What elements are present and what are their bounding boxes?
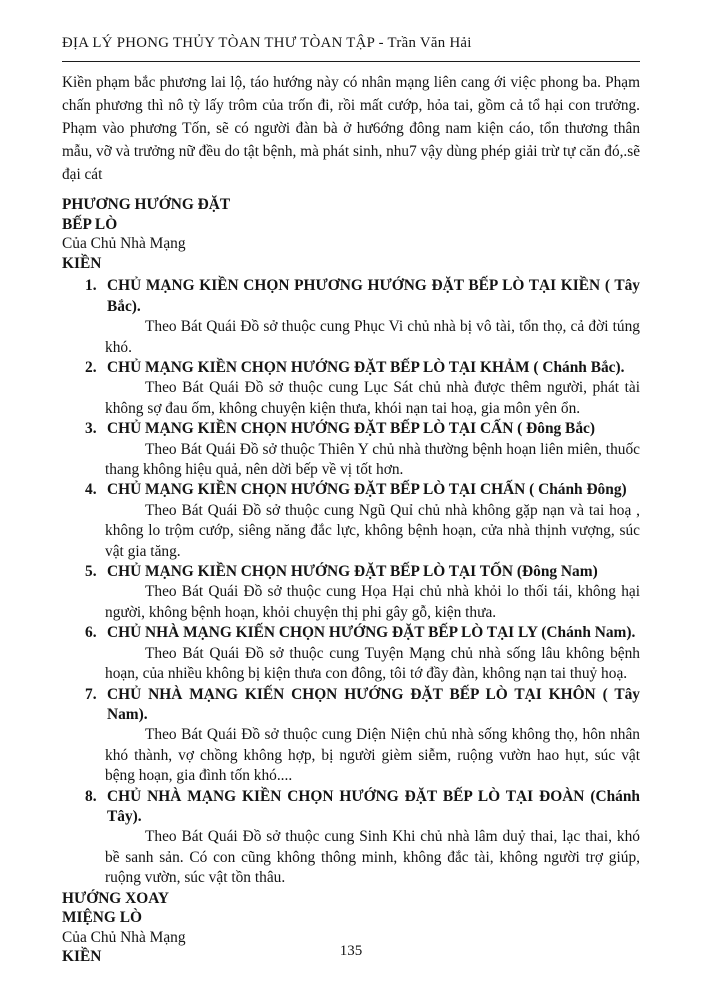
list-item-heading-text: CHỦ MẠNG KIỀN CHỌN PHƯƠNG HƯỚNG ĐẶT BẾP LÒ TẠI KIỀN ( Tây Bắc). <box>107 277 640 315</box>
list-item <box>62 685 640 787</box>
list-item-body: Theo Bát Quái Đồ sở thuộc cung Lục Sát chủ nhà được thêm người, phát tài không sợ đau ốm, không chuyện kiện thưa, khói nạn tai hoạ, gia môn yên ổn. <box>105 379 640 417</box>
list-item <box>62 358 640 419</box>
list-item <box>62 787 640 889</box>
list-item <box>62 419 640 480</box>
list-item-number: 6. <box>85 624 97 642</box>
list-item-heading-text: CHỦ MẠNG KIỀN CHỌN HƯỚNG ĐẶT BẾP LÒ TẠI CẤN ( Đông Bắc) <box>107 420 595 438</box>
list-item-heading <box>62 623 640 643</box>
numbered-list <box>62 276 640 888</box>
section-subtitle: Của Chủ Nhà Mạng <box>62 235 186 253</box>
list-item-heading <box>62 419 640 439</box>
section-title-line2: MIỆNG LÒ <box>62 909 142 927</box>
list-item-body: Theo Bát Quái Đồ sở thuộc cung Diện Niện chủ nhà sống không thọ, hôn nhân khó thành, vợ chồng không hợp, bị người gièm siễm, ruộng vườn hao hụt, súc vật bệng hoạn, gia đình tốn khó.... <box>105 726 640 785</box>
list-item-heading-text: CHỦ NHÀ MẠNG KIẾN CHỌN HƯỚNG ĐẶT BẾP LÒ TẠI LY (Chánh Nam). <box>107 624 636 642</box>
list-item-heading <box>62 685 640 726</box>
list-item-heading-text: CHỦ NHÀ MẠNG KIẾN CHỌN HƯỚNG ĐẶT BẾP LÒ TẠI KHÔN ( Tây Nam). <box>107 685 640 723</box>
list-item-number: 1. <box>85 277 97 295</box>
list-item-heading <box>62 480 640 500</box>
list-item-number: 3. <box>85 420 97 438</box>
list-item-body: Theo Bát Quái Đồ sở thuộc cung Ngũ Quỉ chủ nhà không gặp nạn và tai hoạ , không lo trộm cướp, siêng năng đắc lực, không bệnh hoạn, cửa nhà thịnh vượng, súc vật gia tăng. <box>105 501 640 560</box>
list-item-heading-text: CHỦ MẠNG KIỀN CHỌN HƯỚNG ĐẶT BẾP LÒ TẠI KHẢM ( Chánh Bắc). <box>107 359 625 376</box>
list-item-body: Theo Bát Quái Đồ sở thuộc cung Tuyện Mạng chủ nhà sống lâu không bệnh hoạn, của nhiều không bị kiện thưa con đông, tôi tớ đầy đàn, không nạn tai thuỷ hoạ. <box>105 644 640 683</box>
section-subtitle: Của Chủ Nhà Mạng <box>62 928 186 946</box>
list-item <box>62 276 640 358</box>
list-item-heading <box>62 787 640 828</box>
section-heading-top <box>62 195 640 273</box>
list-item-heading-text: CHỦ NHÀ MẠNG KIỀN CHỌN HƯỚNG ĐẶT BẾP LÒ TẠI ĐOÀN (Chánh Tây). <box>107 787 640 825</box>
list-item-number: 5. <box>85 563 97 581</box>
section-trigram: KIỀN <box>62 948 102 966</box>
list-item <box>62 623 640 684</box>
intro-paragraph: Kiền phạm bắc phương lai lộ, táo hướng này có nhân mạng liên cang ới việc phong ba. Phạm chấn phương thì nô tỳ lấy trôm của trốn đi, rồi mất cướp, hỏa tai, gồm cả tổ hại con trưởng. Phạm vào phương Tốn, sẽ có người đàn bà ở hư6ớng đông nam kiện cáo, tổn thương thân mẫu, vỡ và trưởng nữ đều do tật bệnh, mà phát sinh, nhu7 vậy dùng phép giải trừ tự căn đó,.sẽ đại cát <box>62 74 640 183</box>
list-item-heading <box>62 276 640 317</box>
book-title: ĐỊA LÝ PHONG THỦY TÒAN THƯ TÒAN TẬP - Trần Văn Hải <box>62 35 472 51</box>
list-item-number: 2. <box>85 359 97 376</box>
section-trigram: KIỀN <box>62 254 102 272</box>
list-item <box>62 480 640 562</box>
list-item-heading <box>62 358 640 378</box>
list-item <box>62 562 640 623</box>
list-item-body: Theo Bát Quái Đồ sở thuộc cung Phục Vi chủ nhà bị vô tài, tổn thọ, cả đời túng khó. <box>105 318 640 356</box>
list-item-body: Theo Bát Quái Đồ sở thuộc cung Họa Hại chủ nhà khỏi lo thối tái, không hại người, không bệnh hoạn, khỏi chuyện thị phi gây gỗ, kiện thưa. <box>105 583 640 621</box>
section-title-line1: PHƯƠNG HƯỚNG ĐẶT <box>62 196 231 213</box>
list-item-body: Theo Bát Quái Đồ sở thuộc cung Sinh Khi chủ nhà lâm duỷ thai, lạc thai, khó bề sanh sản. Có con cũng không thông minh, không đắc tài, không người trợ giúp, ruộng vườn, súc vật tồn thâu. <box>105 828 640 887</box>
section-title-line1: HƯỚNG XOAY <box>62 889 170 907</box>
section-title-line2: BẾP LÒ <box>62 215 118 233</box>
list-item-number: 7. <box>85 685 97 703</box>
list-item-number: 4. <box>85 481 97 499</box>
page-number: 135 <box>339 943 363 959</box>
list-item-number: 8. <box>85 787 97 805</box>
list-item-heading <box>62 562 640 582</box>
list-item-body: Theo Bát Quái Đồ sở thuộc Thiên Y chủ nhà thường bệnh hoạn liên miên, thuốc thang không hiệu quả, nên dời bếp về vị tốt hơn. <box>105 440 640 479</box>
list-item-heading-text: CHỦ MẠNG KIỀN CHỌN HƯỚNG ĐẶT BẾP LÒ TẠI TỐN (Đông Nam) <box>107 563 598 581</box>
list-item-heading-text: CHỦ MẠNG KIỀN CHỌN HƯỚNG ĐẶT BẾP LÒ TẠI CHẤN ( Chánh Đông) <box>107 481 627 499</box>
running-header <box>62 34 640 62</box>
